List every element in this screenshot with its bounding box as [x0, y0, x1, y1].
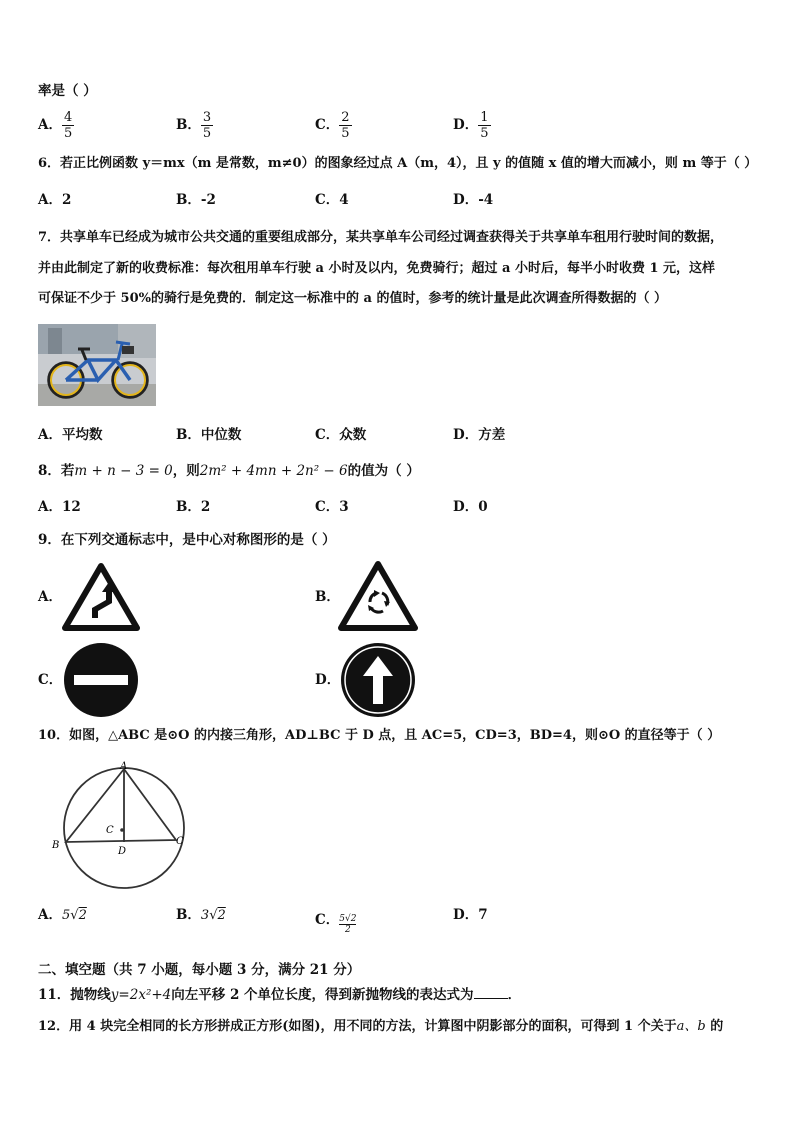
q5-option-c[interactable]: C． $\frac{2}{5}$ [315, 110, 350, 141]
q11-answer-blank[interactable] [474, 986, 508, 999]
q9-stem: 9．在下列交通标志中，是中心对称图形的是（ ） [38, 532, 336, 548]
no-entry-sign-icon[interactable] [62, 642, 140, 718]
q7-option-a[interactable]: A．平均数 [38, 427, 103, 443]
q9-option-b-label[interactable]: B． [315, 589, 340, 605]
q8-equation: m + n − 3 = 0 [74, 463, 173, 479]
bicycle-photo [38, 324, 156, 406]
double-bend-sign-icon[interactable] [62, 562, 140, 632]
straight-ahead-arrow-sign-icon[interactable] [339, 642, 417, 718]
vertex-b-label: B [52, 840, 60, 851]
q8-stem: 8．若m + n − 3 = 0，则2m² + 4mn + 2n² − 6的值为（ ） [38, 463, 420, 479]
q9-option-c-label[interactable]: C． [38, 672, 63, 688]
q10-option-a[interactable]: A．5√2 [38, 907, 87, 923]
q8-expression: 2m² + 4mn + 2n² − 6 [199, 463, 348, 479]
q7-stem-line3: 可保证不少于 50%的骑行是免费的．制定这一标准中的 a 的值时，参考的统计量是此次调查所得数据的（ ） [38, 291, 667, 306]
q7-stem-line2: 并由此制定了新的收费标准：每次租用单车行驶 a 小时及以内，免费骑行；超过 a 小时后，每半小时收费 1 元，这样 [38, 261, 716, 276]
q6-option-d[interactable]: D．-4 [453, 192, 494, 208]
q8-option-d[interactable]: D．0 [453, 499, 488, 515]
roundabout-warning-sign-icon[interactable] [338, 560, 418, 632]
q10-stem: 10．如图，△ABC 是⊙O 的内接三角形，AD⊥BC 于 D 点，且 AC=5，CD=3，BD=4，则⊙O 的直径等于（ ） [38, 728, 721, 743]
q7-option-d[interactable]: D．方差 [453, 427, 506, 443]
q5-stem-tail: 率是（ ） [38, 83, 97, 99]
q7-option-c[interactable]: C．众数 [315, 427, 367, 443]
q8-option-c[interactable]: C．3 [315, 499, 349, 515]
q5-option-a[interactable]: A． $\frac{4}{5}$ [38, 110, 73, 141]
vertex-a-label: A [120, 761, 128, 772]
q6-stem: 6．若正比例函数 y＝mx（m 是常数，m≠0）的图象经过点 A（m，4），且 y 的值随 x 值的增大而减小，则 m 等于（ ） [38, 156, 758, 171]
q7-stem-line1: 7．共享单车已经成为城市公共交通的重要组成部分，某共享单车公司经过调查获得关于共享单车租用行驶时间的数据， [38, 230, 724, 245]
center-o-label: C [106, 825, 114, 836]
q10-option-b[interactable]: B．3√2 [176, 907, 226, 923]
q12-stem: 12．用 4 块完全相同的长方形拼成正方形(如图)，用不同的方法，计算图中阴影部分的面积，可得到 1 个关于a、b 的 [38, 1019, 724, 1034]
q6-option-b[interactable]: B．-2 [176, 192, 216, 208]
q10-option-d[interactable]: D．7 [453, 907, 488, 923]
vertex-c-label: C [176, 836, 184, 847]
q6-option-a[interactable]: A．2 [38, 192, 72, 208]
q5-option-d[interactable]: D． $\frac{1}{5}$ [453, 110, 489, 141]
section-heading: 二、填空题（共 7 小题，每小题 3 分，满分 21 分） [38, 962, 361, 978]
q9-option-d-label[interactable]: D． [315, 672, 341, 688]
q8-option-a[interactable]: A．12 [38, 499, 81, 515]
q5-option-b[interactable]: B． $\frac{3}{5}$ [176, 110, 212, 141]
foot-d-label: D [118, 846, 127, 857]
q11-stem: 11．抛物线y=2x²+4向左平移 2 个单位长度，得到新抛物线的表达式为 ． [38, 987, 522, 1003]
q7-option-b[interactable]: B．中位数 [176, 427, 242, 443]
q8-option-b[interactable]: B．2 [176, 499, 211, 515]
circle-triangle-figure [48, 760, 194, 890]
q9-option-a-label[interactable]: A． [38, 589, 62, 605]
q6-option-c[interactable]: C．4 [315, 192, 349, 208]
q10-option-c[interactable]: C． $\frac{5√2}{2}$ [315, 912, 357, 935]
